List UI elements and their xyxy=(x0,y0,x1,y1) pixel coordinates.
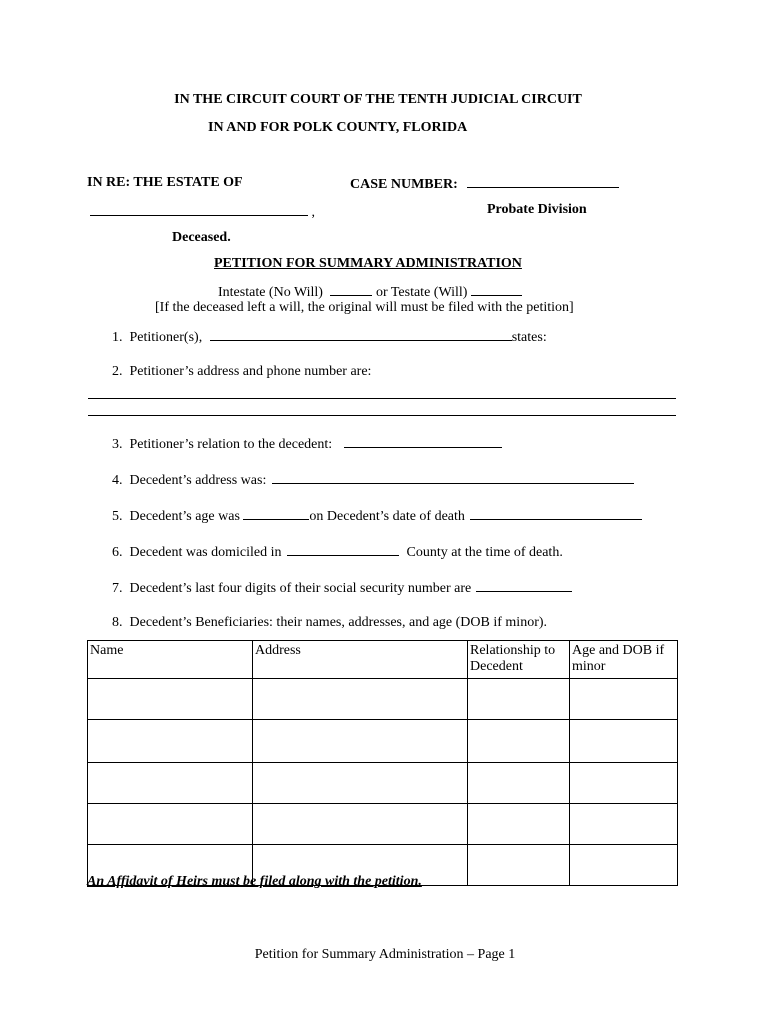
will-note: [If the deceased left a will, the original will must be filed with the petition] xyxy=(155,300,574,315)
item-number: 6. xyxy=(112,545,123,560)
table-row xyxy=(88,804,678,845)
beneficiary-address-cell[interactable] xyxy=(253,804,468,845)
item-number: 3. xyxy=(112,437,123,452)
case-number-label: CASE NUMBER: xyxy=(350,177,458,192)
intestate-field[interactable] xyxy=(330,283,372,296)
beneficiary-relationship-cell[interactable] xyxy=(468,720,570,763)
item-number: 4. xyxy=(112,473,123,488)
beneficiary-address-cell[interactable] xyxy=(253,679,468,720)
column-header-relationship: Relationship to Decedent xyxy=(468,641,570,679)
column-header-name: Name xyxy=(88,641,253,679)
beneficiary-address-cell[interactable] xyxy=(253,763,468,804)
affidavit-note: An Affidavit of Heirs must be filed along with the petition. xyxy=(87,874,422,889)
beneficiary-relationship-cell[interactable] xyxy=(468,763,570,804)
relation-field[interactable] xyxy=(344,435,502,448)
decedent-name-comma: , xyxy=(311,205,315,220)
beneficiary-name-cell[interactable] xyxy=(88,679,253,720)
deceased-label: Deceased. xyxy=(172,230,231,245)
petitioner-address-line-1[interactable] xyxy=(88,398,676,399)
item-number: 1. xyxy=(112,330,123,345)
decedent-age-field[interactable] xyxy=(243,507,309,520)
decedent-name-field[interactable] xyxy=(90,203,308,216)
table-header-row xyxy=(88,641,678,679)
item-number: 2. xyxy=(112,364,123,379)
item1-states: states: xyxy=(511,330,547,345)
beneficiary-relationship-cell[interactable] xyxy=(468,804,570,845)
item-number: 7. xyxy=(112,581,123,596)
beneficiary-relationship-cell[interactable] xyxy=(468,679,570,720)
item5-mid: on Decedent’s date of death xyxy=(309,509,465,524)
ssn-last-four-field[interactable] xyxy=(476,579,572,592)
court-header-line1: IN THE CIRCUIT COURT OF THE TENTH JUDICIAL CIRCUIT xyxy=(174,92,582,107)
item8-label: Decedent’s Beneficiaries: their names, addresses, and age (DOB if minor). xyxy=(129,615,548,630)
estate-label: IN RE: THE ESTATE OF xyxy=(87,175,243,190)
beneficiary-age-cell[interactable] xyxy=(570,763,678,804)
item1-label: Petitioner(s), xyxy=(129,330,203,345)
beneficiary-name-cell[interactable] xyxy=(88,763,253,804)
beneficiaries-table xyxy=(87,640,678,886)
item2-label: Petitioner’s address and phone number are: xyxy=(129,364,372,379)
intestate-label: Intestate (No Will) xyxy=(218,285,323,300)
beneficiary-age-cell[interactable] xyxy=(570,679,678,720)
petitioner-address-line-2[interactable] xyxy=(88,415,676,416)
domicile-county-field[interactable] xyxy=(287,543,399,556)
beneficiary-name-cell[interactable] xyxy=(88,720,253,763)
testate-label: or Testate (Will) xyxy=(375,285,468,300)
beneficiary-age-cell[interactable] xyxy=(570,804,678,845)
court-header-line2: IN AND FOR POLK COUNTY, FLORIDA xyxy=(208,120,468,135)
item-number: 8. xyxy=(112,615,123,630)
column-header-address: Address xyxy=(253,641,468,679)
beneficiary-address-cell[interactable] xyxy=(253,720,468,763)
table-row xyxy=(88,720,678,763)
probate-division: Probate Division xyxy=(487,202,587,217)
item6-label: Decedent was domiciled in xyxy=(129,545,282,560)
beneficiary-relationship-cell[interactable] xyxy=(468,845,570,886)
item-number: 5. xyxy=(112,509,123,524)
petitioner-name-field[interactable] xyxy=(210,328,512,341)
case-number-field[interactable] xyxy=(467,175,619,188)
item5-label: Decedent’s age was xyxy=(129,509,240,524)
item4-label: Decedent’s address was: xyxy=(129,473,267,488)
decedent-address-field[interactable] xyxy=(272,471,634,484)
beneficiary-name-cell[interactable] xyxy=(88,804,253,845)
petition-title: PETITION FOR SUMMARY ADMINISTRATION xyxy=(214,256,522,271)
page-footer: Petition for Summary Administration – Page 1 xyxy=(254,947,516,962)
beneficiary-age-cell[interactable] xyxy=(570,720,678,763)
column-header-age-dob: Age and DOB if minor xyxy=(570,641,678,679)
item6-post: County at the time of death. xyxy=(406,545,563,560)
beneficiary-age-cell[interactable] xyxy=(570,845,678,886)
table-row xyxy=(88,763,678,804)
item7-label: Decedent’s last four digits of their social security number are xyxy=(129,581,472,596)
item3-label: Petitioner’s relation to the decedent: xyxy=(129,437,333,452)
table-row xyxy=(88,679,678,720)
testate-field[interactable] xyxy=(471,283,522,296)
date-of-death-field[interactable] xyxy=(470,507,642,520)
